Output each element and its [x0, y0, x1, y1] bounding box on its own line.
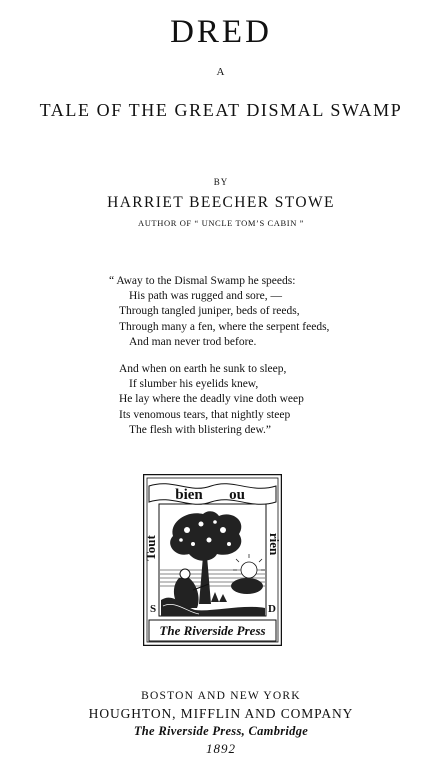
poem-line: Through tangled juniper, beds of reeds, [119, 305, 300, 318]
imprint-year: 1892 [206, 741, 236, 756]
book-subtitle: TALE OF THE GREAT DISMAL SWAMP [39, 100, 403, 120]
author-credit: AUTHOR OF “ UNCLE TOM’S CABIN ” [137, 218, 305, 228]
imprint-press: The Riverside Press, Cambridge [133, 724, 309, 738]
title-article: A [216, 66, 226, 78]
poem-line: Through many a fen, where the serpent feeds, [119, 320, 330, 333]
book-title: DRED [170, 14, 272, 50]
epigraph-poem [109, 274, 349, 450]
imprint-city: BOSTON AND NEW YORK [141, 690, 301, 702]
mark-plate-text: The Riverside Press [159, 623, 266, 638]
poem-line: He lay where the deadly vine doth weep [119, 393, 304, 406]
poem-line: His path was rugged and sore, — [129, 290, 282, 303]
mark-side-right: rien [267, 532, 282, 556]
mark-corner-right: D [268, 603, 276, 615]
poem-stanza-2 [109, 362, 349, 438]
mark-banner-left: bien [175, 487, 203, 503]
poem-line: Its venomous tears, that nightly steep [119, 408, 291, 421]
poem-line: “ Away to the Dismal Swamp he speeds: [109, 275, 296, 287]
poem-line: The flesh with blistering dew.” [129, 423, 272, 436]
poem-line: If slumber his eyelids knew, [129, 378, 259, 391]
mark-corner-left: S [149, 603, 157, 615]
mark-side-left: Tout [143, 535, 158, 561]
by-label: BY [213, 177, 229, 187]
poem-line: And when on earth he sunk to sleep, [119, 363, 287, 376]
author-name: HARRIET BEECHER STOWE [107, 194, 335, 211]
riverside-press-printers-mark-icon [143, 474, 282, 646]
imprint-publisher: HOUGHTON, MIFFLIN AND COMPANY [88, 706, 354, 721]
poem-line: And man never trod before. [129, 335, 257, 348]
mark-banner-right: ou [229, 487, 245, 503]
poem-stanza-1 [109, 274, 349, 350]
